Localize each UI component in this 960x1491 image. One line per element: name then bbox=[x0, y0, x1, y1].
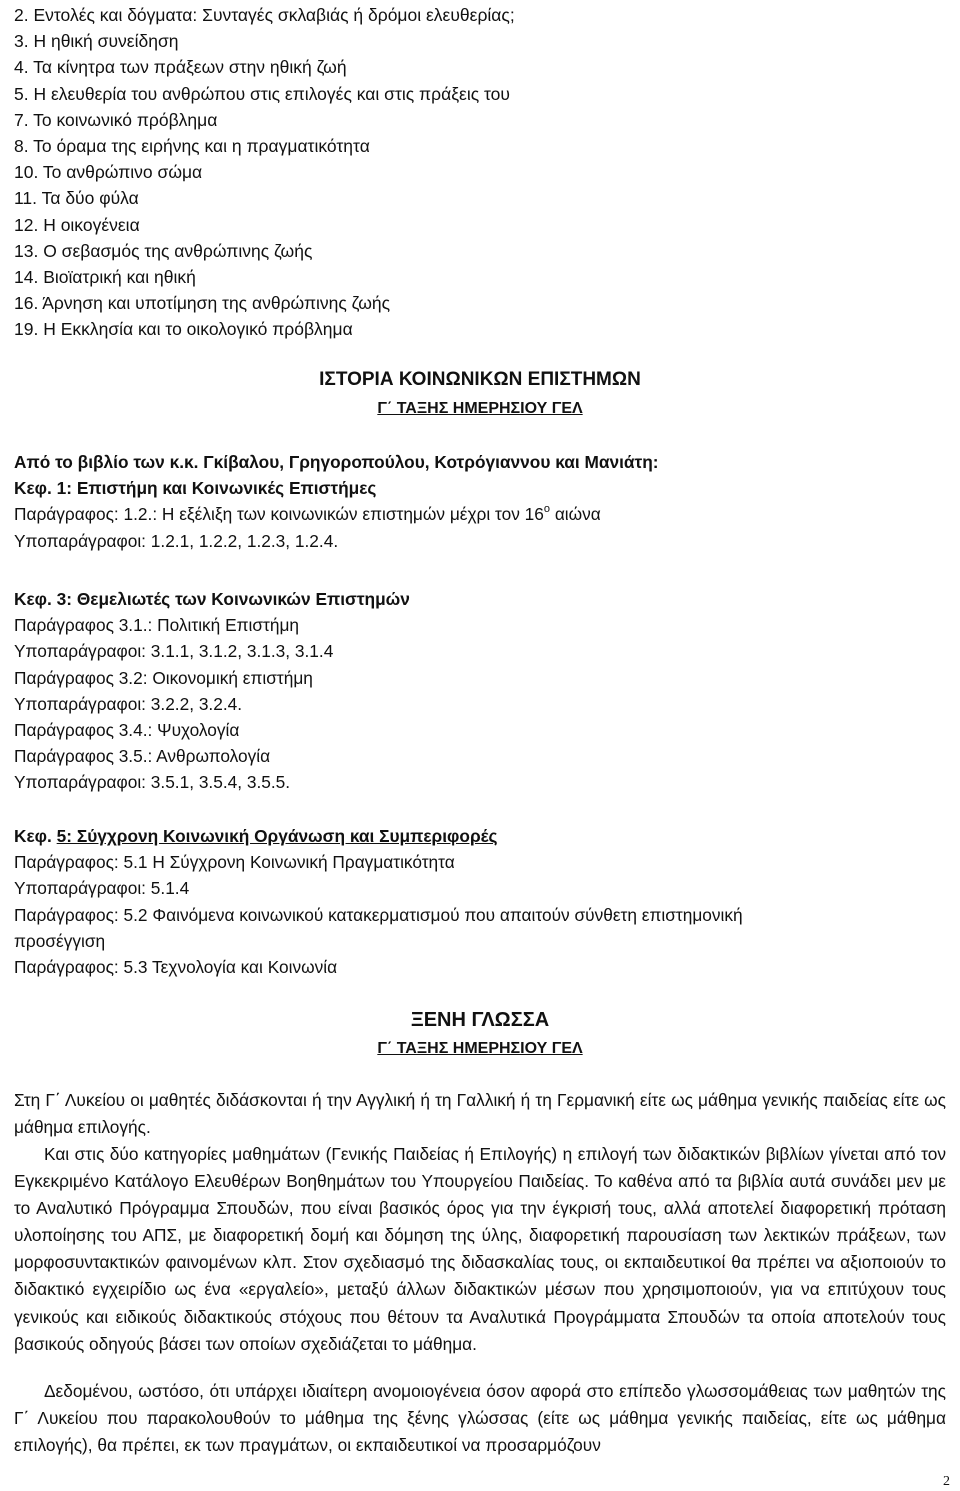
list-item: 19. Η Εκκλησία και το οικολογικό πρόβλημα bbox=[14, 319, 353, 340]
chapter-3-heading bbox=[14, 586, 949, 612]
list-item: 2. Εντολές και δόγματα: Συνταγές σκλαβιάς ή δρόμοι ελευθερίας; bbox=[14, 5, 515, 25]
list-item: 8. Το όραμα της ειρήνης και η πραγματικότητα bbox=[14, 136, 370, 157]
foreign-paragraph-2: Και στις δύο κατηγορίες μαθημάτων (Γενικής Παιδείας ή Επιλογής) η επιλογή των διδακτικών βιβλίων γίνεται από τον Εγκεκριμένο Κατάλογο Ελευθέρων Βοηθημάτων του Υπουργείου Παιδείας. Το καθένα από τα βιβλία αυτά συνάδει μεν με το Αναλυτικό Πρόγραμμα Σπουδών, που είναι βασικός όρος για την έγκρισή τους, αλλά αποτελεί διαφορετική πρόταση υλοποίησης του ΑΠΣ, με διαφορετική δομή και δόμηση της ύλης, διαφορετική παρουσίαση των λεκτικών πράξεων, των μορφοσυντακτικών φαινομένων κλπ. Στον σχεδιασμό της διδασκαλίας τους, οι εκπαιδευτικοί θα πρέπει να αξιοποιούν το διδακτικό εγχειρίδιο ως ένα «εργαλείο», μεταξύ άλλων διδακτικών μέσων που χρησιμοποιούν, για να επιτύχουν τους γενικούς και ειδικούς διδακτικούς στόχους που θέτουν τα Αναλυτικά Προγράμματα Σπουδών τα οποία αποτελούν τους βασικούς οδηγούς βάσει των οποίων σχεδιάζεται το μάθημα. bbox=[14, 1144, 946, 1354]
chapter-5-heading bbox=[14, 823, 949, 849]
paragraph-line: Παράγραφος 3.5.: Ανθρωπολογία bbox=[14, 746, 271, 767]
paragraph-line: Παράγραφος: 5.2 Φαινόμενα κοινωνικού κατακερματισμού που απαιτούν σύνθετη επιστημονική bbox=[14, 904, 743, 925]
subparagraph-line: Υποπαράγραφοι: 3.2.2, 3.2.4. bbox=[14, 693, 243, 714]
paragraph-line: Παράγραφος 3.4.: Ψυχολογία bbox=[14, 720, 240, 741]
subparagraph-line: Υποπαράγραφοι: 5.1.4 bbox=[14, 878, 190, 899]
foreign-paragraph-3: Δεδομένου, ωστόσο, ότι υπάρχει ιδιαίτερη ανομοιογένεια όσον αφορά στο επίπεδο γλωσσομάθειας των μαθητών της Γ΄ Λυκείου που παρακολουθούν το μάθημα της ξένης γλώσσας (είτε ως μάθημα γενικής παιδείας, είτε ως μάθημα επιλογής), θα πρέπει, εκ των πραγμάτων, οι εκπαιδευτικοί να προσαρμόζουν bbox=[14, 1381, 946, 1456]
history-section-subtitle: Γ΄ ΤΑΞΗΣ ΗΜΕΡΗΣΙΟΥ ΓΕΛ bbox=[377, 400, 583, 417]
subparagraph-line: Υποπαράγραφοι: 3.1.1, 3.1.2, 3.1.3, 3.1.4 bbox=[14, 641, 334, 662]
list-item: 3. Η ηθική συνείδηση bbox=[14, 31, 179, 52]
list-item: 7. Το κοινωνικό πρόβλημα bbox=[14, 109, 218, 130]
paragraph-line: Παράγραφος 3.1.: Πολιτική Επιστήμη bbox=[14, 615, 300, 636]
list-item: 11. Τα δύο φύλα bbox=[14, 188, 139, 209]
foreign-language-subtitle: Γ΄ ΤΑΞΗΣ ΗΜΕΡΗΣΙΟΥ ΓΕΛ bbox=[377, 1040, 583, 1057]
list-item: 4. Τα κίνητρα των πράξεων στην ηθική ζωή bbox=[14, 57, 347, 78]
foreign-paragraph-1: Στη Γ΄ Λυκείου οι μαθητές διδάσκονται ή την Αγγλική ή τη Γαλλική ή τη Γερμανική είτε ως μάθημα γενικής παιδείας είτε ως μάθημα επιλογής. bbox=[14, 1090, 946, 1138]
history-section-title: ΙΣΤΟΡΙΑ ΚΟΙΝΩΝΙΚΩΝ ΕΠΙΣΤΗΜΩΝ bbox=[319, 369, 641, 390]
page-number: 2 bbox=[943, 1474, 950, 1489]
paragraph-line-continued: προσέγγιση bbox=[14, 930, 106, 951]
subparagraph-line: Υποπαράγραφοι: 1.2.1, 1.2.2, 1.2.3, 1.2.4. bbox=[14, 530, 339, 551]
book-reference: Από το βιβλίο των κ.κ. Γκίβαλου, Γρηγοροπούλου, Κοτρόγιαννου και Μανιάτη: bbox=[14, 452, 659, 472]
foreign-language-title: ΞΕΝΗ ΓΛΩΣΣΑ bbox=[410, 1009, 550, 1031]
superscript: ο bbox=[543, 503, 551, 516]
list-item: 14. Βιοϊατρική και ηθική bbox=[14, 267, 196, 288]
paragraph-text: αιώνα bbox=[550, 504, 601, 525]
chapter-title: 3: Θεμελιωτές των Κοινωνικών Επιστημών bbox=[56, 589, 410, 609]
list-item: 5. Η ελευθερία του ανθρώπου στις επιλογές και στις πράξεις του bbox=[14, 83, 510, 104]
chapter-prefix: Κεφ. bbox=[14, 589, 57, 609]
paragraph-line: Παράγραφος 3.2: Οικονομική επιστήμη bbox=[14, 667, 313, 688]
chapter-1-heading bbox=[14, 475, 949, 501]
paragraph-text: Παράγραφος: 1.2.: Η εξέλιξη των κοινωνικών επιστημών μέχρι τον 16 bbox=[14, 504, 544, 525]
list-item: 16. Άρνηση και υποτίμηση της ανθρώπινης ζωής bbox=[14, 293, 391, 314]
list-item: 12. Η οικογένεια bbox=[14, 214, 140, 235]
paragraph-line: Παράγραφος: 5.3 Τεχνολογία και Κοινωνία bbox=[14, 957, 338, 978]
paragraph-line bbox=[14, 501, 949, 527]
chapter-title: 1: Επιστήμη και Κοινωνικές Επιστήμες bbox=[56, 478, 377, 499]
subparagraph-line: Υποπαράγραφοι: 3.5.1, 3.5.4, 3.5.5. bbox=[14, 772, 291, 793]
chapter-prefix: Κεφ. bbox=[14, 478, 57, 499]
chapter-title: 5: Σύγχρονη Κοινωνική Οργάνωση και Συμπεριφορές bbox=[56, 826, 498, 846]
history-contents bbox=[14, 449, 949, 554]
list-item: 13. Ο σεβασμός της ανθρώπινης ζωής bbox=[14, 240, 313, 261]
chapter-prefix: Κεφ. bbox=[14, 826, 57, 846]
paragraph-line: Παράγραφος: 5.1 Η Σύγχρονη Κοινωνική Πραγματικότητα bbox=[14, 852, 455, 873]
topic-list bbox=[14, 2, 515, 343]
chapter-3-block bbox=[14, 586, 949, 796]
list-item: 10. Το ανθρώπινο σώμα bbox=[14, 162, 203, 183]
chapter-5-block bbox=[14, 823, 949, 980]
